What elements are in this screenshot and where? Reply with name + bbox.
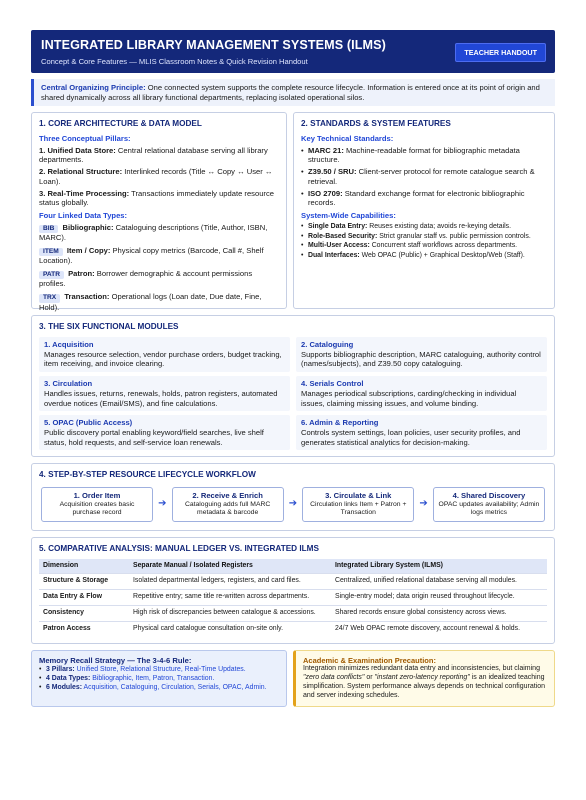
table-cell: High risk of discrepancies between catalogue & accessions. bbox=[129, 605, 331, 621]
standard-text: Machine-readable format for bibliographic metadata structure. bbox=[308, 145, 520, 165]
standard-item bbox=[301, 167, 547, 186]
module-text: Manages resource selection, vendor purchase orders, budget tracking, item receiving, and invoice clearing. bbox=[44, 349, 282, 369]
step-text: Circulation links Item + Patron + Transaction bbox=[310, 500, 407, 517]
precaution-emphasis: "zero data conflicts" bbox=[303, 674, 365, 682]
workflow-step bbox=[172, 487, 284, 522]
memory-text: Bibliographic, Item, Patron, Transaction. bbox=[90, 675, 215, 683]
arrow-right-icon: ➔ bbox=[158, 498, 167, 510]
precaution-emphasis: "instant zero-latency reporting" bbox=[374, 674, 470, 682]
data-type-label: Transaction: bbox=[64, 292, 110, 302]
section-title: 3. THE SIX FUNCTIONAL MODULES bbox=[39, 322, 179, 332]
column-header: Integrated Library System (ILMS) bbox=[331, 559, 547, 574]
table-cell: Single-entry model; data origin reused throughout lifecycle. bbox=[331, 590, 547, 606]
capability-label: Multi-User Access: bbox=[308, 242, 370, 250]
capability-label: Single Data Entry: bbox=[308, 222, 368, 230]
data-type-item bbox=[39, 269, 279, 289]
standard-label: ISO 2709: bbox=[308, 188, 343, 198]
memory-label: 6 Modules: bbox=[46, 684, 82, 692]
data-type-tag: BIB bbox=[39, 225, 58, 233]
column-header: Separate Manual / Isolated Registers bbox=[129, 559, 331, 574]
section-title: 1. CORE ARCHITECTURE & DATA MODEL bbox=[39, 119, 202, 129]
section-title: 5. COMPARATIVE ANALYSIS: MANUAL LEDGER VS. INTEGRATED ILMS bbox=[39, 544, 319, 553]
standard-item bbox=[301, 146, 547, 165]
memory-item bbox=[39, 675, 279, 684]
capability-text: Web OPAC (Public) + Graphical Desktop/Web (Staff). bbox=[359, 252, 525, 260]
workflow-section bbox=[31, 463, 555, 531]
module-card bbox=[39, 415, 290, 450]
exam-precaution-box bbox=[293, 650, 555, 707]
capability-text: Concurrent staff workflows across departments. bbox=[369, 242, 518, 250]
comparison-section bbox=[31, 537, 555, 644]
data-type-text: Physical copy metrics (Barcode, Call #, Shelf Location). bbox=[39, 245, 264, 266]
section-title: 2. STANDARDS & SYSTEM FEATURES bbox=[301, 119, 451, 129]
table-row bbox=[39, 605, 547, 621]
pillar-label: 3. Real-Time Processing: bbox=[39, 188, 130, 198]
capability-item bbox=[301, 242, 547, 251]
comparison-table bbox=[39, 559, 547, 637]
table-cell: 24/7 Web OPAC remote discovery, account renewal & holds. bbox=[331, 621, 547, 636]
capability-label: Role-Based Security: bbox=[308, 232, 378, 240]
column-header: Dimension bbox=[39, 559, 129, 574]
module-text: Manages periodical subscriptions, carding/checking in individual issues, claiming missing issues, and volume binding. bbox=[301, 388, 517, 408]
page-subtitle: Concept & Core Features — MLIS Classroom Notes & Quick Revision Handout bbox=[41, 57, 308, 67]
standard-text: Standard exchange format for electronic bibliographic records. bbox=[308, 188, 525, 208]
organizing-principle bbox=[31, 79, 555, 106]
workflow-step bbox=[41, 487, 153, 522]
data-type-tag: ITEM bbox=[39, 248, 63, 256]
core-architecture-section bbox=[31, 112, 287, 312]
data-type-text: Cataloguing descriptions (Title, Author, ISBN, MARC). bbox=[39, 222, 268, 243]
pillar-text: Interlinked records (Title ↔ Copy ↔ User ↔ Loan). bbox=[39, 167, 273, 186]
pillar-item bbox=[39, 189, 279, 208]
tech-standards-title: Key Technical Standards: bbox=[301, 133, 394, 143]
header-banner bbox=[31, 30, 555, 73]
module-card bbox=[296, 337, 547, 372]
data-type-item bbox=[39, 246, 279, 266]
data-type-text: Operational logs (Loan date, Due date, Fine, Hold). bbox=[39, 292, 262, 312]
table-cell: Physical card catalogue consultation on-site only. bbox=[129, 621, 331, 636]
standards-section bbox=[293, 112, 555, 309]
pillar-text: Central relational database serving all library departments. bbox=[39, 145, 268, 165]
memory-title: Memory Recall Strategy — The 3-4-6 Rule: bbox=[39, 655, 192, 665]
module-text: Controls system settings, loan policies, user security profiles, and generates statistical analytics for decision-making. bbox=[301, 427, 521, 447]
precaution-text bbox=[303, 665, 547, 701]
table-row bbox=[39, 590, 547, 606]
principle-text: One connected system supports the complete resource lifecycle. Information is entered once at its point of origin and shared dynamically across all library functional departments, replacing isolated operational silos. bbox=[41, 83, 540, 102]
step-text: Cataloguing adds full MARC metadata & barcode bbox=[184, 500, 271, 517]
arrow-right-icon: ➔ bbox=[419, 498, 428, 510]
capability-text: Strict granular staff vs. public permission controls. bbox=[377, 232, 531, 240]
data-types-title: Four Linked Data Types: bbox=[39, 210, 128, 220]
handout-page bbox=[31, 30, 555, 707]
module-card bbox=[296, 415, 547, 450]
table-cell: Structure & Storage bbox=[39, 574, 129, 590]
data-type-text: Borrower demographic & account permissions profiles. bbox=[39, 269, 253, 289]
step-title: 3. Circulate & Link bbox=[325, 490, 392, 500]
memory-label: 3 Pillars: bbox=[46, 666, 75, 674]
capability-text: Reuses existing data; avoids re-keying details. bbox=[367, 222, 511, 230]
step-text: OPAC updates availability; Admin logs metrics bbox=[438, 500, 540, 517]
precaution-text-part: or bbox=[364, 674, 375, 682]
module-title: 4. Serials Control bbox=[301, 379, 364, 389]
data-type-tag: PATR bbox=[39, 271, 64, 279]
principle-label: Central Organizing Principle: bbox=[41, 83, 146, 92]
module-title: 3. Circulation bbox=[44, 379, 93, 389]
page-title: INTEGRATED LIBRARY MANAGEMENT SYSTEMS (ILMS) bbox=[41, 38, 386, 52]
precaution-title: Academic & Examination Precaution: bbox=[303, 655, 436, 665]
capability-label: Dual Interfaces: bbox=[308, 252, 360, 260]
data-type-tag: TRX bbox=[39, 294, 60, 302]
data-type-item bbox=[39, 292, 279, 312]
memory-text: Acquisition, Cataloguing, Circulation, Serials, OPAC, Admin. bbox=[82, 684, 267, 692]
module-title: 1. Acquisition bbox=[44, 339, 94, 349]
precaution-text-part: Integration minimizes redundant data entry and inconsistencies, but claiming bbox=[303, 665, 540, 673]
table-row bbox=[39, 574, 547, 590]
table-row bbox=[39, 621, 547, 636]
precaution-text-part: is an idealized teaching simplification. System performance always depends on technical configuration and server indexing schedules. bbox=[303, 674, 546, 700]
workflow-step bbox=[302, 487, 414, 522]
memory-text: Unified Store, Relational Structure, Real-Time Updates. bbox=[74, 666, 246, 674]
module-text: Handles issues, returns, renewals, holds, patron registers, automated overdue notices (Email/SMS), and fine calculations. bbox=[44, 388, 278, 408]
pillar-item bbox=[39, 146, 279, 165]
table-cell: Centralized, unified relational database serving all modules. bbox=[331, 574, 547, 590]
capability-item bbox=[301, 223, 547, 232]
data-type-label: Bibliographic: bbox=[62, 222, 114, 232]
table-cell: Consistency bbox=[39, 605, 129, 621]
capabilities-title: System-Wide Capabilities: bbox=[301, 210, 396, 220]
memory-item bbox=[39, 684, 279, 693]
capability-item bbox=[301, 233, 547, 242]
table-cell: Shared records ensure global consistency across views. bbox=[331, 605, 547, 621]
pillar-label: 1. Unified Data Store: bbox=[39, 145, 116, 155]
pillar-item bbox=[39, 167, 279, 186]
module-text: Public discovery portal enabling keyword/field searches, live shelf status, hold requests, and self-service loan renewals. bbox=[44, 427, 264, 447]
data-type-item bbox=[39, 223, 279, 243]
module-card bbox=[39, 376, 290, 411]
step-text: Acquisition creates basic purchase record bbox=[59, 500, 135, 517]
module-text: Supports bibliographic description, MARC cataloguing, authority control (names/subjects), and Z39.50 copy cataloguing. bbox=[301, 349, 541, 369]
standard-label: MARC 21: bbox=[308, 145, 344, 155]
section-title: 4. STEP-BY-STEP RESOURCE LIFECYCLE WORKFLOW bbox=[39, 470, 256, 480]
module-card bbox=[39, 337, 290, 372]
table-cell: Patron Access bbox=[39, 621, 129, 636]
table-cell: Data Entry & Flow bbox=[39, 590, 129, 606]
step-title: 2. Receive & Enrich bbox=[192, 490, 263, 500]
pillars-title: Three Conceptual Pillars: bbox=[39, 133, 131, 143]
data-type-label: Item / Copy: bbox=[66, 245, 111, 255]
module-title: 2. Cataloguing bbox=[301, 339, 354, 349]
module-card bbox=[296, 376, 547, 411]
pillar-label: 2. Relational Structure: bbox=[39, 167, 123, 177]
module-title: 5. OPAC (Public Access) bbox=[44, 418, 133, 428]
module-title: 6. Admin & Reporting bbox=[301, 418, 379, 428]
memory-strategy-box bbox=[31, 650, 287, 707]
memory-label: 4 Data Types: bbox=[46, 675, 91, 683]
standard-item bbox=[301, 189, 547, 208]
modules-section bbox=[31, 315, 555, 457]
arrow-right-icon: ➔ bbox=[288, 498, 298, 510]
capability-item bbox=[301, 252, 547, 261]
table-cell: Repetitive entry; same title re-written across departments. bbox=[129, 590, 331, 606]
workflow-step bbox=[433, 487, 545, 522]
standard-label: Z39.50 / SRU: bbox=[308, 167, 357, 177]
table-cell: Isolated departmental ledgers, registers, and card files. bbox=[129, 574, 331, 590]
standard-text: Client-server protocol for remote catalogue search & retrieval. bbox=[308, 167, 535, 186]
step-title: 1. Order Item bbox=[73, 490, 121, 500]
step-title: 4. Shared Discovery bbox=[452, 490, 526, 500]
pillar-text: Transactions immediately update resource status globally. bbox=[39, 188, 274, 208]
memory-item bbox=[39, 666, 279, 675]
data-type-label: Patron: bbox=[68, 269, 95, 278]
teacher-handout-badge: TEACHER HANDOUT bbox=[455, 43, 546, 62]
table-header-row bbox=[39, 559, 547, 574]
